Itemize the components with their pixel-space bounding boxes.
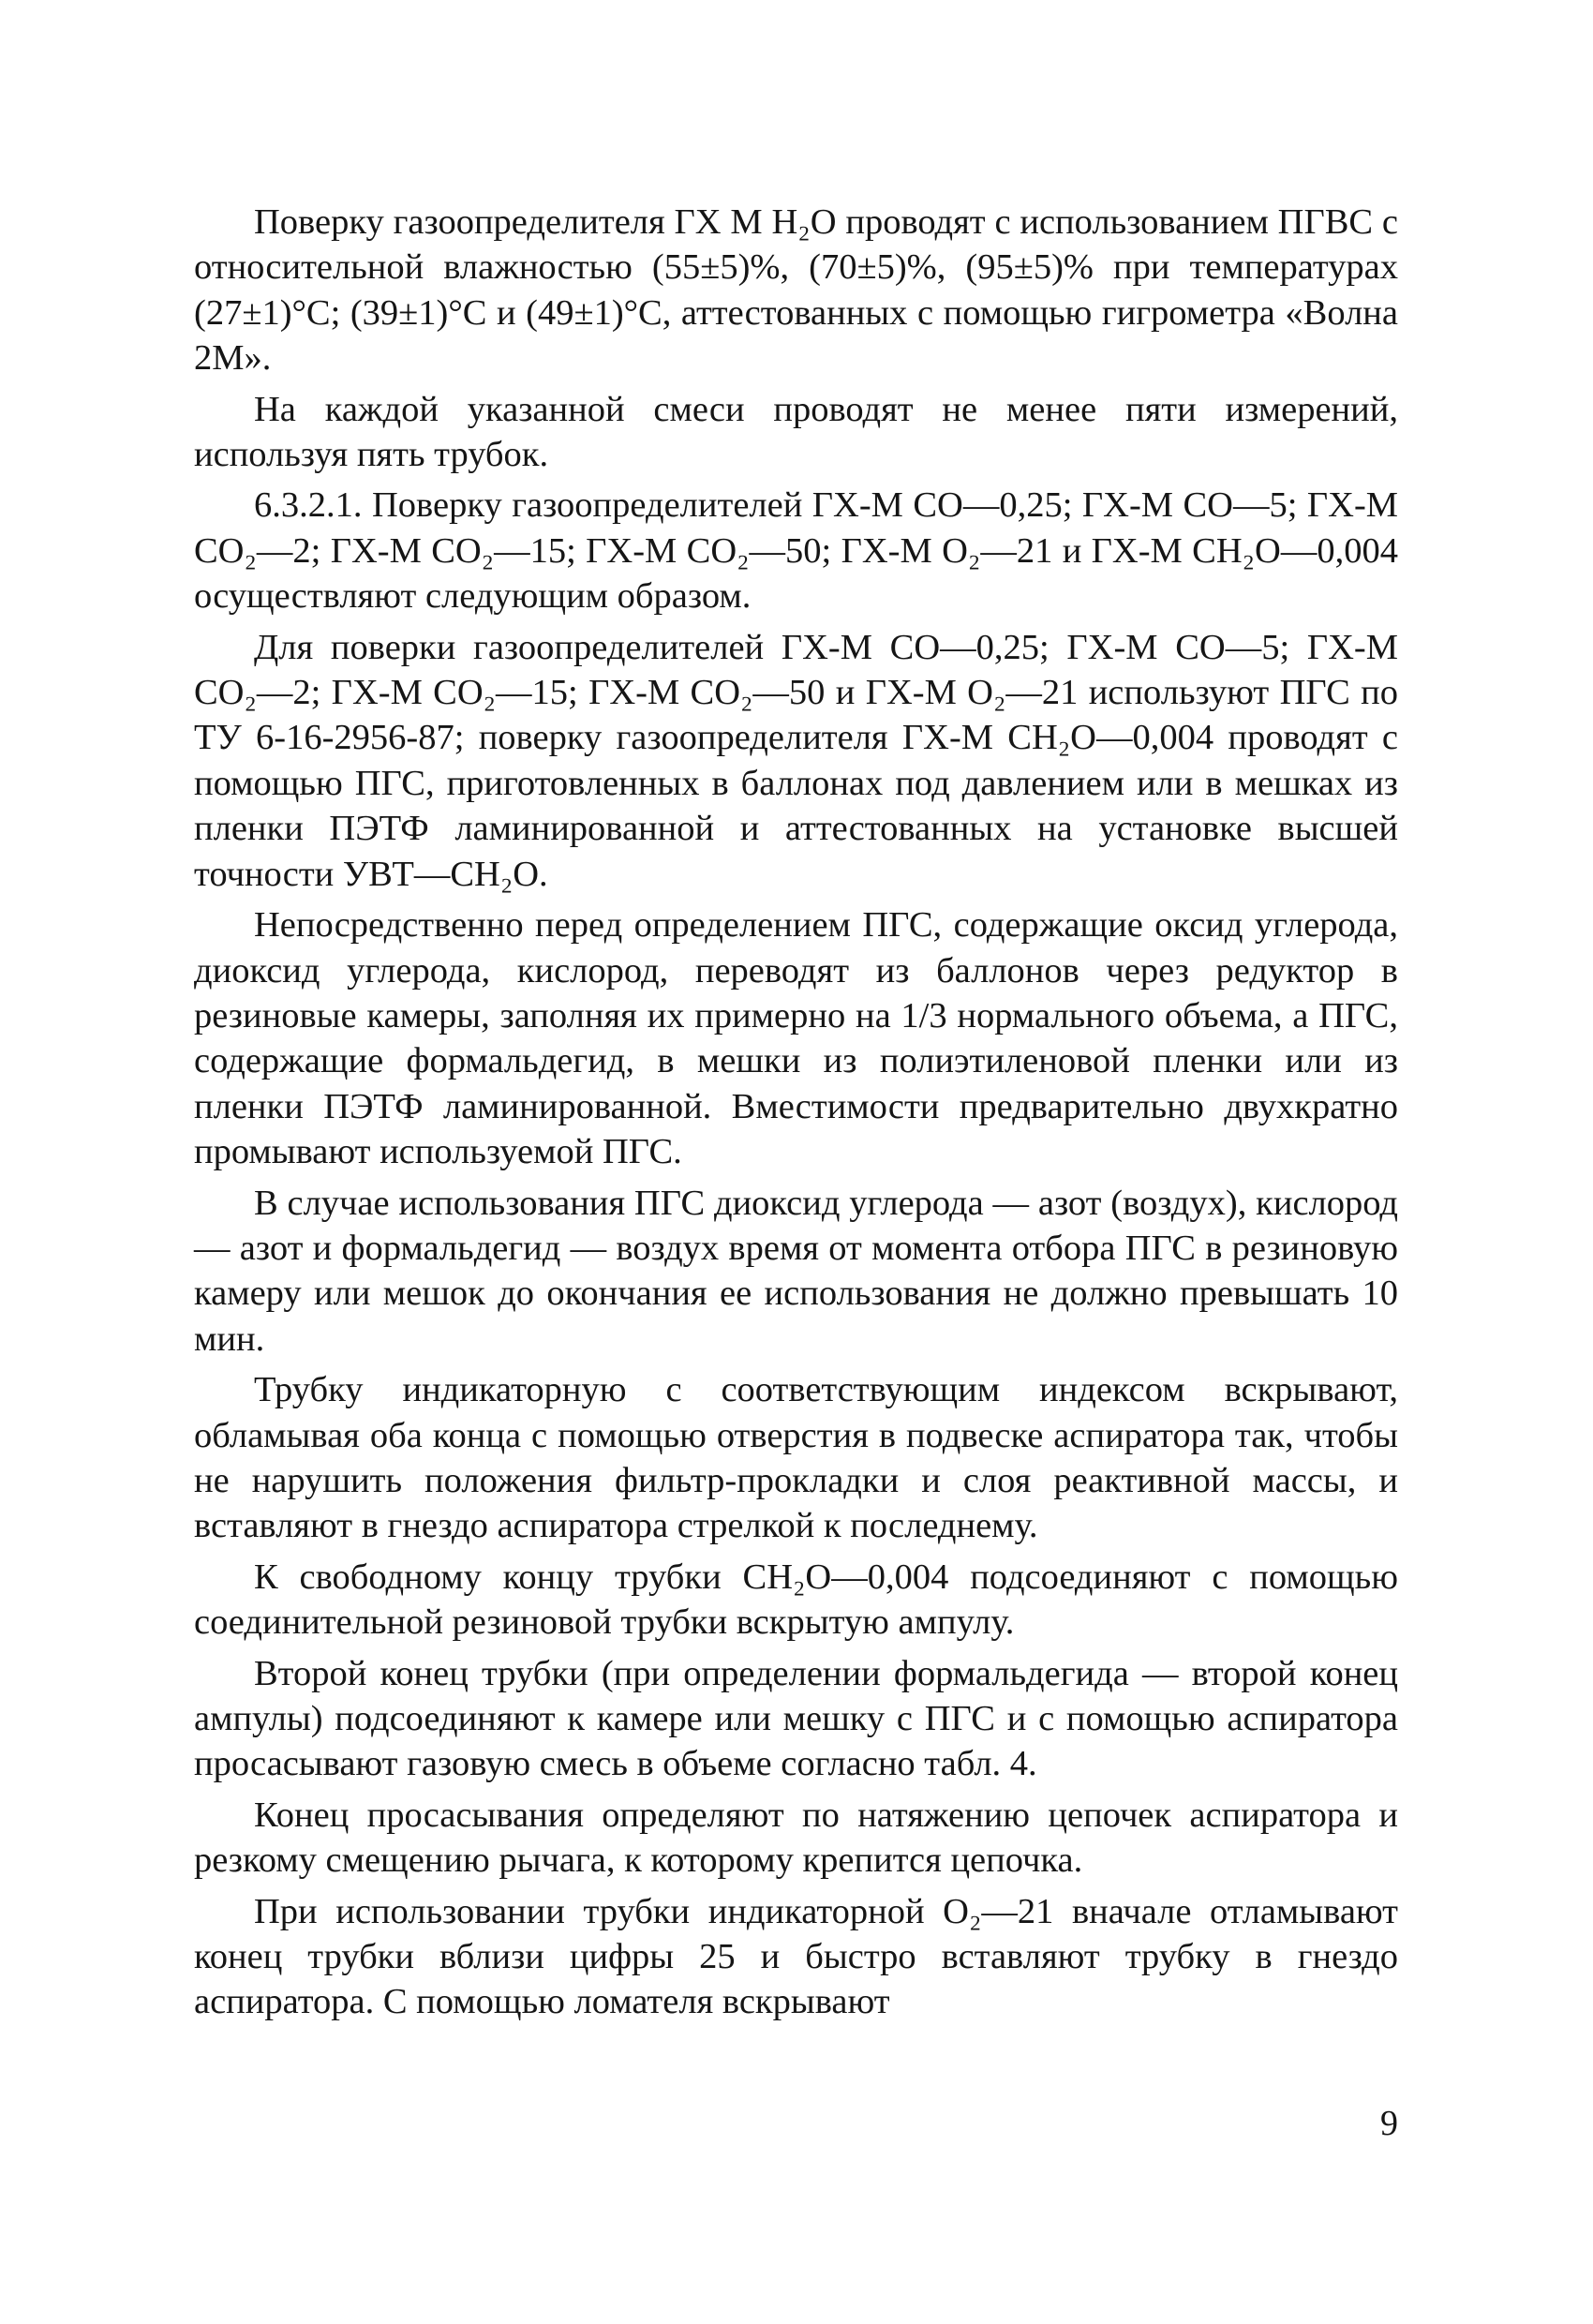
paragraph-ampoule-connection: К свободному концу трубки СН₂О—0,004 подсоединяют с помощью соединительной резиновой трубки вскрытую ампулу. [194, 1557, 1398, 1643]
paragraph-oxygen-tube: При использовании трубки индикаторной О₂—21 вначале отламывают конец трубки вблизи цифры 25 и быстро вставляют трубку в гнездо аспиратора. С помощью ломателя вскрывают [194, 1891, 1398, 2022]
document-body [194, 200, 1398, 2025]
paragraph-pgs-specification: Для поверки газоопределителей ГХ-М СО—0,25; ГХ-М СО—5; ГХ-М СО₂—2; ГХ-М СО₂—15; ГХ-М СО₂—50 и ГХ-М О₂—21 используют ПГС по ТУ 6-16-2956-87; поверку газоопределителя ГХ-М СН₂О—0,004 проводят с помощью ПГС, приготовленных в баллонах под давлением или в мешках из пленки ПЭТФ ламинированной и аттестованных на установке высшей точности УВТ—СН₂О. [194, 627, 1398, 894]
paragraph-end-of-suction: Конец просасывания определяют по натяжению цепочек аспиратора и резкому смещению рычага, к которому крепится цепочка. [194, 1795, 1398, 1881]
page-number: 9 [1380, 2104, 1398, 2143]
paragraph-pgs-transfer: Непосредственно перед определением ПГС, содержащие оксид углерода, диоксид углерода, кислород, переводят из баллонов через редуктор в резиновые камеры, заполняя их примерно на 1/3 нормального объема, а ПГС, содержащие формальдегид, в мешки из полиэтиленовой пленки или из пленки ПЭТФ ламинированной. Вместимости предварительно двухкратно промывают используемой ПГС. [194, 905, 1398, 1172]
paragraph-hygrometer-check: Поверку газоопределителя ГХ М Н₂О проводят с использованием ПГВС с относительной влажностью (55±5)%, (70±5)%, (95±5)% при температурах (27±1)°С; (39±1)°С и (49±1)°С, аттестованных с помощью гигрометра «Волна 2М». [194, 202, 1398, 379]
paragraph-time-limit: В случае использования ПГС диоксид углерода — азот (воздух), кислород — азот и формальдегид — воздух время от момента отбора ПГС в резиновую камеру или мешок до окончания ее использования не должно превышать 10 мин. [194, 1183, 1398, 1359]
paragraph-five-measurements: На каждой указанной смеси проводят не менее пяти измерений, используя пять трубок. [194, 389, 1398, 475]
paragraph-section-6-3-2-1: 6.3.2.1. Поверку газоопределителей ГХ-М СО—0,25; ГХ-М СО—5; ГХ-М СО₂—2; ГХ-М СО₂—15; ГХ-М СО₂—50; ГХ-М О₂—21 и ГХ-М СН₂О—0,004 осуществляют следующим образом. [194, 485, 1398, 617]
paragraph-second-end: Второй конец трубки (при определении формальдегида — второй конец ампулы) подсоединяют к камере или мешку с ПГС и с помощью аспиратора просасывают газовую смесь в объеме согласно табл. 4. [194, 1653, 1398, 1784]
paragraph-tube-opening: Трубку индикаторную с соответствующим индексом вскрывают, обламывая оба конца с помощью отверстия в подвеске аспиратора так, чтобы не нарушить положения фильтр-прокладки и слоя реактивной массы, и вставляют в гнездо аспиратора стрелкой к последнему. [194, 1370, 1398, 1546]
